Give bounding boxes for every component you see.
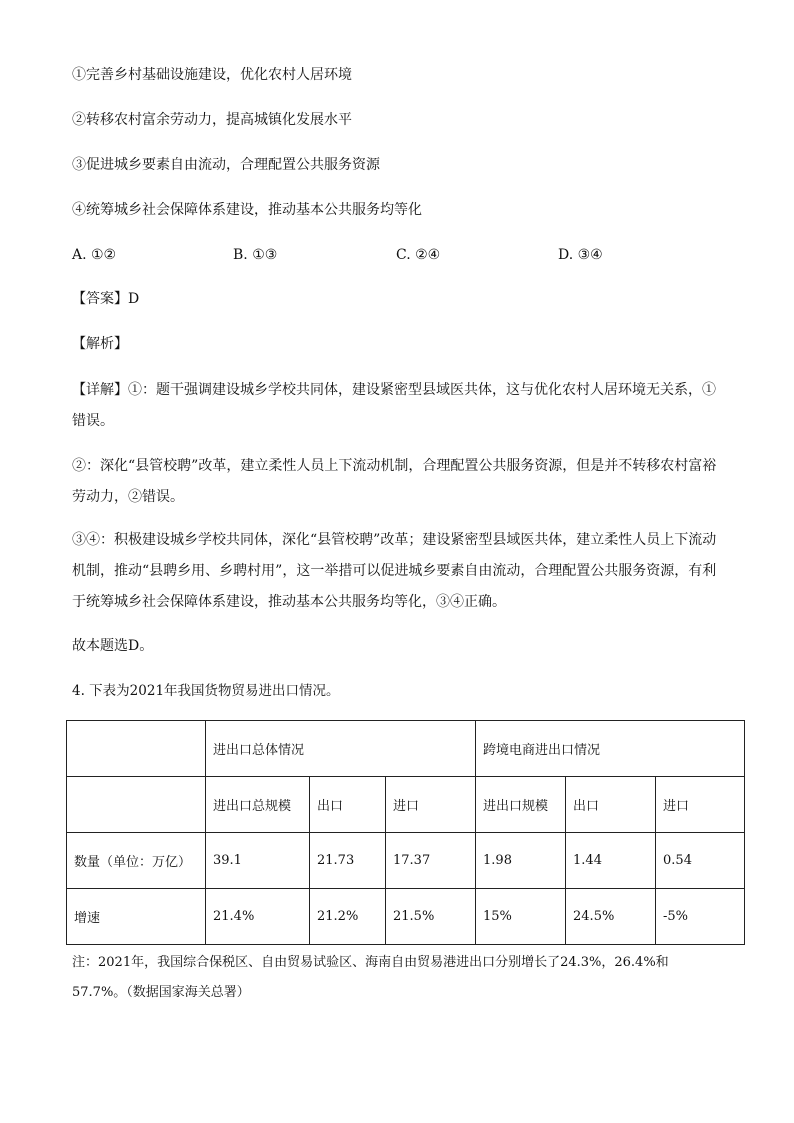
point-3-4-paragraph: ③④：积极建设城乡学校共同体，深化“县管校聘”改革；建设紧密型县域医共体，建立柔性人员上下流动机制，推动“县聘乡用、乡聘村用”，这一举措可以促进城乡要素自由流动，合理配置公共服务资源，有利于统筹城乡社会保障体系建设，推动基本公共服务均等化，③④正确。 [72,532,717,610]
group-header-cross-border: 跨境电商进出口情况 [476,721,745,777]
table-row [67,833,745,889]
table-header-row-2 [67,777,745,833]
option-line-4: ④统筹城乡社会保障体系建设，推动基本公共服务均等化 [72,202,422,218]
analysis-heading: 【解析】 [72,336,128,352]
sub-header-cell: 进出口规模 [476,777,566,833]
table-cell: 1.44 [566,833,656,889]
table-cell: 15% [476,889,566,945]
choice-c: C. ②④ [396,247,441,263]
table-cell: 21.73 [310,833,386,889]
option-line-1: ①完善乡村基础设施建设，优化农村人居环境 [72,67,352,83]
point-2-paragraph: ②：深化“县管校聘”改革，建立柔性人员上下流动机制，合理配置公共服务资源，但是并不转移农村富裕劳动力，②错误。 [72,458,717,505]
option-line-3: ③促进城乡要素自由流动，合理配置公共服务资源 [72,157,380,173]
table-cell: 39.1 [206,833,310,889]
trade-table [66,720,745,945]
table-cell: 21.2% [310,889,386,945]
table-cell: 21.4% [206,889,310,945]
table-cell: 24.5% [566,889,656,945]
choice-d: D. ③④ [558,247,603,263]
sub-header-cell: 出口 [310,777,386,833]
question-4-title: 4. 下表为2021年我国货物贸易进出口情况。 [72,683,340,699]
sub-header-cell: 进口 [656,777,745,833]
choice-a: A. ①② [72,247,117,263]
detail-paragraph: 【详解】①：题干强调建设城乡学校共同体，建设紧密型县域医共体，这与优化农村人居环境无关系，①错误。 [72,382,716,429]
table-cell: -5% [656,889,745,945]
table-cell: 21.5% [386,889,476,945]
sub-header-cell: 出口 [566,777,656,833]
table-note: 注：2021年，我国综合保税区、自由贸易试验区、海南自由贸易港进出口分别增长了24.3%，26.4%和57.7%。（数据国家海关总署） [72,955,669,1000]
table-cell: 17.37 [386,833,476,889]
table-empty-cell [67,721,206,777]
sub-header-cell: 进出口总规模 [206,777,310,833]
row-label: 增速 [67,889,206,945]
table-cell: 1.98 [476,833,566,889]
table-row [67,889,745,945]
choice-b: B. ①③ [233,247,278,263]
option-line-2: ②转移农村富余劳动力，提高城镇化发展水平 [72,112,352,128]
row-label: 数量（单位：万亿） [67,833,206,889]
table-header-row-1 [67,721,745,777]
answer-line: 【答案】D [72,291,140,307]
group-header-overall: 进出口总体情况 [206,721,476,777]
sub-header-cell: 进口 [386,777,476,833]
table-cell: 0.54 [656,833,745,889]
conclusion-line: 故本题选D。 [72,638,154,654]
table-empty-cell [67,777,206,833]
